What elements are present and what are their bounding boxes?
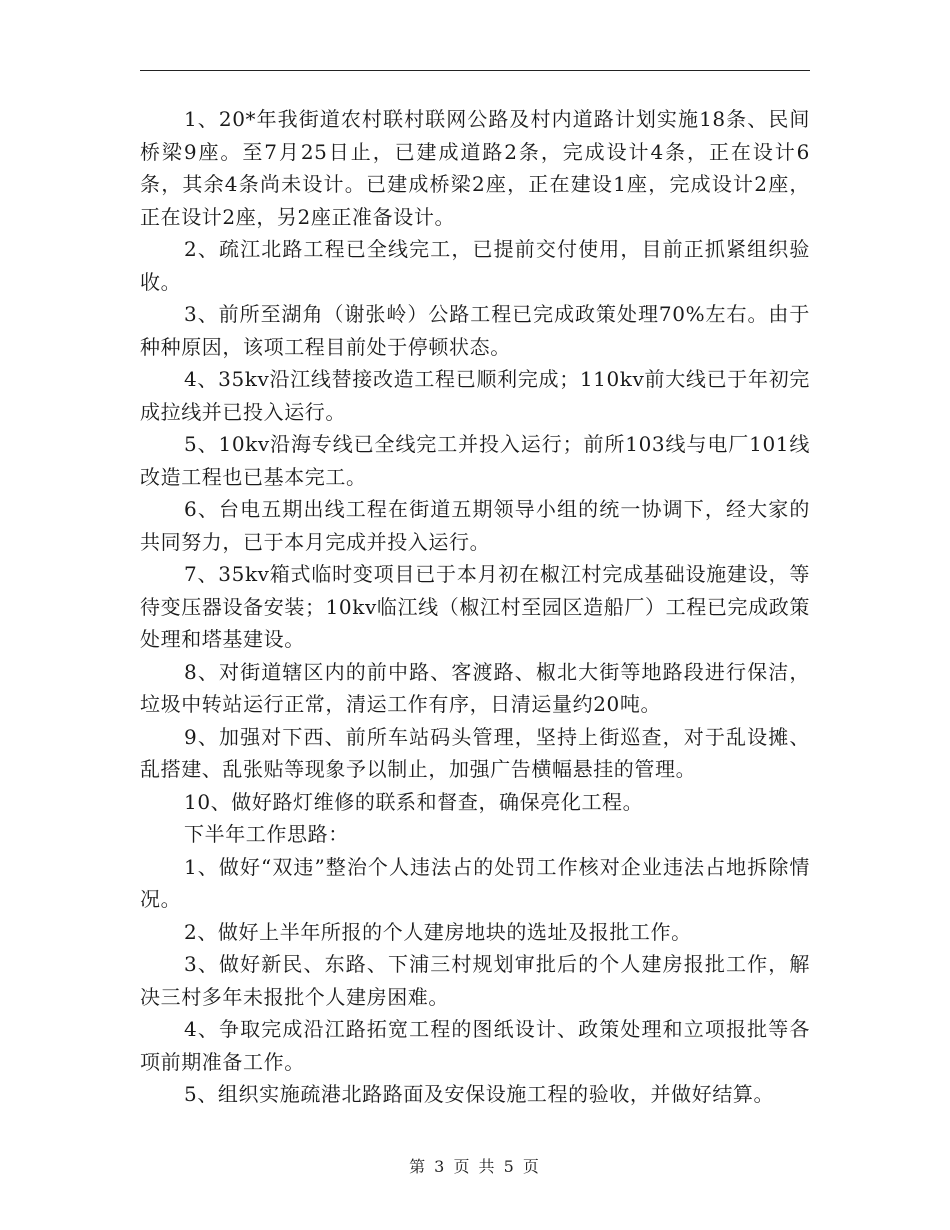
paragraph: 5、组织实施疏港北路路面及安保设施工程的验收，并做好结算。 <box>184 1082 775 1106</box>
document-body <box>140 103 810 1111</box>
paragraph: 3、前所至湖角（谢张岭）公路工程已完成政策处理70%左右。由于种种原因，该项工程目前处于停顿状态。 <box>140 302 810 359</box>
paragraph: 10、做好路灯维修的联系和督查，确保亮化工程。 <box>184 789 644 814</box>
paragraph: 2、做好上半年所报的个人建房地块的选址及报批工作。 <box>184 919 692 944</box>
paragraph: 7、35kv箱式临时变项目已于本月初在椒江村完成基础设施建设，等待变压器设备安装；10kv临江线（椒江村至园区造船厂）工程已完成政策处理和塔基建设。 <box>140 562 810 651</box>
page-number-footer: 第 3 页 共 5 页 <box>409 1157 541 1176</box>
paragraph: 5、10kv沿海专线已全线完工并投入运行；前所103线与电厂101线改造工程也已基本完工。 <box>140 432 810 489</box>
section-heading: 下半年工作思路： <box>184 822 349 846</box>
header-rule <box>140 70 810 71</box>
paragraph: 2、疏江北路工程已全线完工，已提前交付使用，目前正抓紧组织验收。 <box>140 237 810 294</box>
paragraph: 6、台电五期出线工程在街道五期领导小组的统一协调下，经大家的共同努力，已于本月完成并投入运行。 <box>140 497 810 554</box>
paragraph: 3、做好新民、东路、下浦三村规划审批后的个人建房报批工作，解决三村多年未报批个人建房困难。 <box>140 952 810 1009</box>
paragraph: 4、争取完成沿江路拓宽工程的图纸设计、政策处理和立项报批等各项前期准备工作。 <box>140 1017 810 1074</box>
paragraph: 8、对街道辖区内的前中路、客渡路、椒北大街等地路段进行保洁，垃圾中转站运行正常，清运工作有序，日清运量约20吨。 <box>140 659 810 716</box>
paragraph: 4、35kv沿江线替接改造工程已顺利完成；110kv前大线已于年初完成拉线并已投入运行。 <box>140 367 810 424</box>
paragraph: 1、做好“双违”整治个人违法占的处罚工作核对企业违法占地拆除情况。 <box>140 854 810 911</box>
paragraph: 1、20*年我街道农村联村联网公路及村内道路计划实施18条、民间桥梁9座。至7月25日止，已建成道路2条，完成设计4条，正在设计6条，其余4条尚未设计。已建成桥梁2座，正在建设1座，完成设计2座，正在设计2座，另2座正准备设计。 <box>140 107 810 229</box>
paragraph: 9、加强对下西、前所车站码头管理，坚持上街巡查，对于乱设摊、乱搭建、乱张贴等现象予以制止，加强广告横幅悬挂的管理。 <box>140 724 810 781</box>
